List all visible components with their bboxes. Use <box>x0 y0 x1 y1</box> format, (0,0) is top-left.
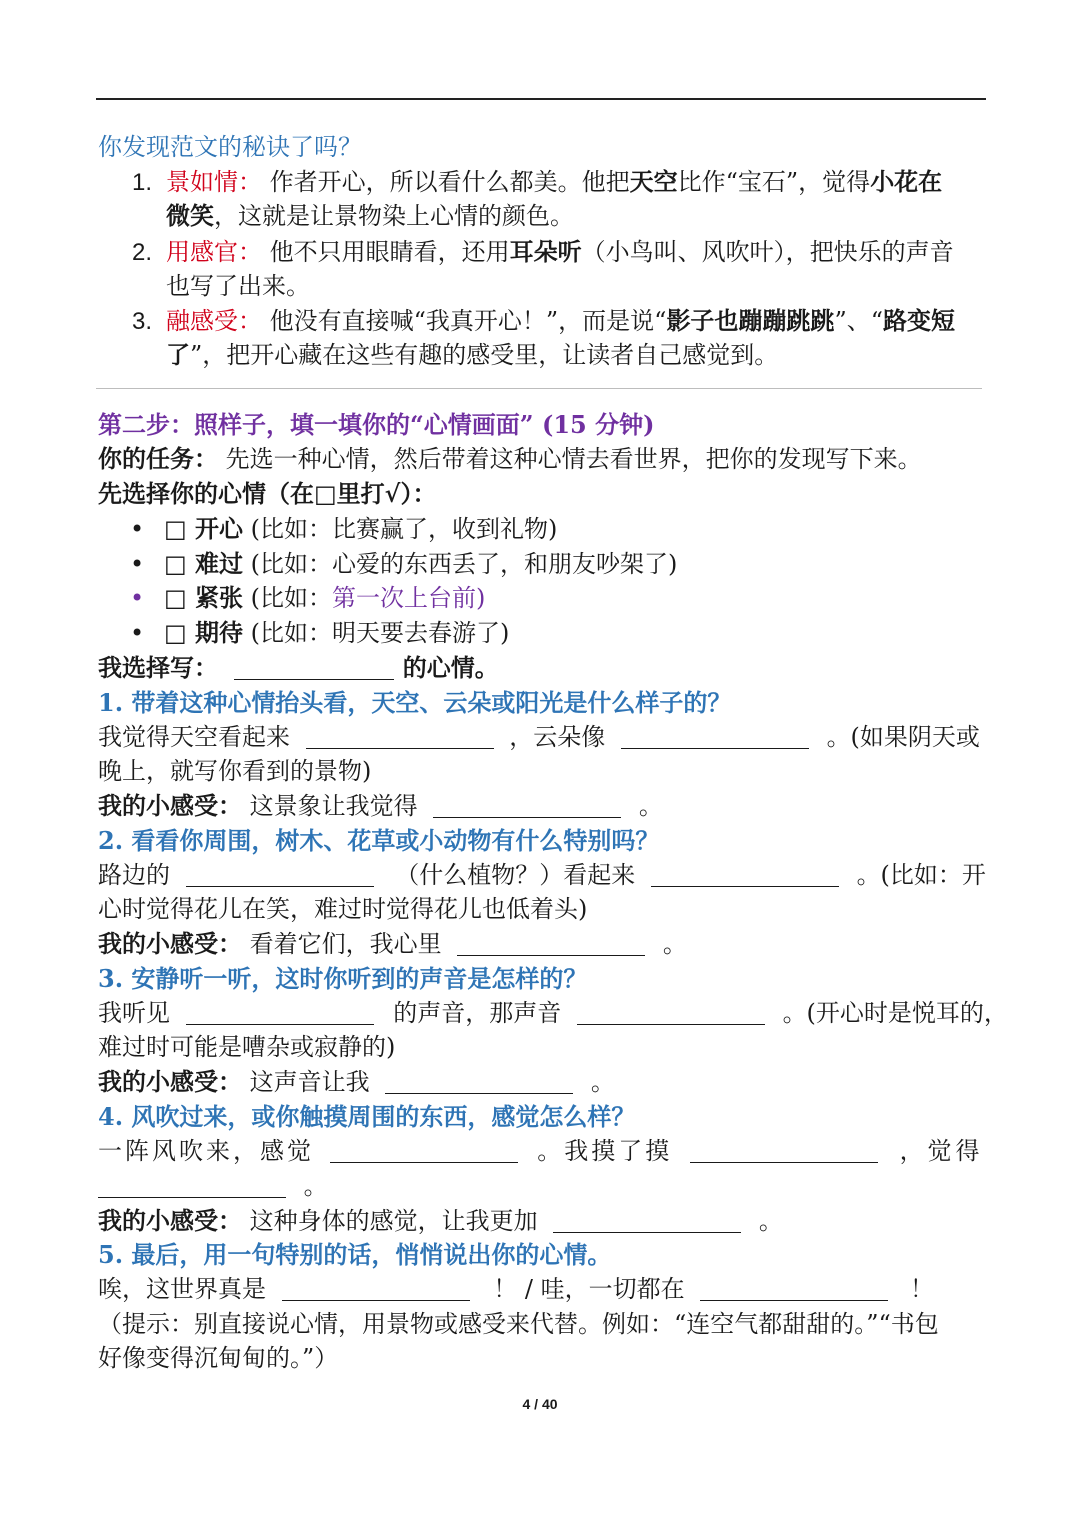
period: 。 <box>638 792 663 820</box>
page-number: 4 / 40 <box>522 1396 558 1412</box>
period: 。 <box>758 1207 783 1235</box>
q2-note: 心时觉得花儿在笑，难过时觉得花儿也低着头) <box>98 895 588 923</box>
secret-text: ，这就是让景物染上心情的颜色。 <box>214 202 574 230</box>
q3-text: 的声音，那声音 <box>393 999 562 1027</box>
q5-hint-cont: 好像变得沉甸甸的。”） <box>98 1344 339 1372</box>
mood-example: (比如：心爱的东西丢了，和朋友吵架了) <box>243 550 678 578</box>
secret-item-3-cont <box>166 338 778 372</box>
choose-mood-label: 先选择你的心情（在□里打√）： <box>98 479 437 508</box>
mood-checkbox[interactable]: □ 开心 <box>164 514 244 543</box>
mood-option-sad[interactable] <box>130 547 677 581</box>
q1-sky-blank[interactable] <box>306 724 494 749</box>
q2-plant-blank[interactable] <box>186 862 374 887</box>
feel-label: 我的小感受： <box>98 1206 242 1235</box>
q2-feel-text: 看着它们，我心里 <box>242 930 442 958</box>
secret-key-3: 融感受： <box>166 307 262 335</box>
q1-note: 晚上，就写你看到的景物) <box>98 757 372 785</box>
q4-wind-blank[interactable] <box>330 1138 518 1163</box>
task-text: 先选一种心情，然后带着这种心情去看世界，把你的发现写下来。 <box>218 445 922 473</box>
choose-write-label: 我选择写： <box>98 653 218 682</box>
q2-text: 。(比如：开 <box>856 861 986 889</box>
q5-all-blank[interactable] <box>700 1276 888 1301</box>
q4-feel-text: 这种身体的感觉，让我更加 <box>242 1207 538 1235</box>
q1-feel-line <box>98 789 663 823</box>
q3-note: 难过时可能是嘈杂或寂静的) <box>98 1033 396 1061</box>
q1-text: 我觉得天空看起来 <box>98 723 290 751</box>
mood-option-nervous[interactable] <box>130 581 485 615</box>
secret-item-2-cont: 也写了出来。 <box>166 272 310 300</box>
period: 。 <box>662 930 687 958</box>
q5-text: 唉，这世界真是 <box>98 1275 266 1303</box>
mood-option-happy[interactable] <box>130 512 557 546</box>
q3-line <box>98 996 1008 1030</box>
secret-bold: 耳朵听 <box>509 237 582 266</box>
secret-text: 作者开心，所以看什么都美。他把 <box>262 168 630 196</box>
secret-item-1-cont <box>166 199 574 233</box>
mood-blank[interactable] <box>234 655 394 680</box>
feel-label: 我的小感受： <box>98 929 242 958</box>
secret-text: ”、“ <box>834 307 883 335</box>
q4-text: ，觉得 <box>899 1137 984 1165</box>
q3-text: 。(开心时是悦耳的， <box>782 999 1008 1027</box>
secret-bold: 路变短 <box>882 306 955 335</box>
q5-text: ！ / 哇，一切都在 <box>493 1275 685 1303</box>
secret-text: 他没有直接喊“我真开心！”，而是说“ <box>262 307 667 335</box>
secret-text: ”，把开心藏在这些有趣的感受里，让读者自己感觉到。 <box>190 341 779 369</box>
secret-text: 比作“宝石”，觉得 <box>677 168 871 196</box>
top-divider <box>96 98 986 100</box>
step2-title: 第二步：照样子，填一填你的“心情画面” (15 分钟) <box>98 410 655 439</box>
q1-line <box>98 720 980 754</box>
bullet: • <box>130 550 145 578</box>
secret-item-1 <box>132 165 942 199</box>
mood-example-highlight: 第一次上台前) <box>332 584 486 612</box>
q4-line-cont <box>98 1169 328 1203</box>
q1-text: 。(如果阴天或 <box>826 723 980 751</box>
item-number: 1. <box>132 169 153 196</box>
secret-bold: 影子也蹦蹦跳跳 <box>666 306 835 335</box>
q1-title: 1. 带着这种心情抬头看，天空、云朵或阳光是什么样子的？ <box>98 688 732 717</box>
secret-bold: 天空 <box>629 167 678 196</box>
item-number: 3. <box>132 308 153 335</box>
choose-write-line <box>98 651 499 685</box>
secret-bold: 微笑 <box>166 201 214 230</box>
secret-bold: 小花在 <box>870 167 943 196</box>
period: 。 <box>303 1172 328 1200</box>
feel-label: 我的小感受： <box>98 1067 242 1096</box>
choose-write-suffix: 的心情。 <box>394 653 499 682</box>
q3-feel-line <box>98 1065 615 1099</box>
q3-sound-blank[interactable] <box>186 1000 374 1025</box>
q3-feel-text: 这声音让我 <box>242 1068 370 1096</box>
task-label: 你的任务： <box>98 444 218 473</box>
q4-feel-touch-blank[interactable] <box>98 1173 286 1198</box>
q3-feel-blank[interactable] <box>385 1069 573 1094</box>
q3-sound-desc-blank[interactable] <box>577 1000 765 1025</box>
q1-cloud-blank[interactable] <box>621 724 809 749</box>
mood-option-expect[interactable] <box>130 616 509 650</box>
q2-text: （什么植物？）看起来 <box>395 861 636 889</box>
secret-item-2 <box>132 235 954 269</box>
q5-title: 5. 最后，用一句特别的话，悄悄说出你的心情。 <box>98 1240 612 1269</box>
q4-line <box>98 1134 984 1168</box>
q2-feel-line <box>98 927 687 961</box>
bullet: • <box>130 584 145 612</box>
secret-item-3 <box>132 304 955 338</box>
secret-key-2: 用感官： <box>166 238 262 266</box>
mood-example: (比如：明天要去春游了) <box>243 619 510 647</box>
secret-text: （小鸟叫、风吹叶），把快乐的声音 <box>581 238 954 266</box>
q3-title: 3. 安静听一听，这时你听到的声音是怎样的？ <box>98 964 588 993</box>
q2-title: 2. 看看你周围，树木、花草或小动物有什么特别吗？ <box>98 826 660 855</box>
q4-feel-line <box>98 1204 783 1238</box>
q2-feel-blank[interactable] <box>457 931 645 956</box>
bullet: • <box>130 619 145 647</box>
item-number: 2. <box>132 239 153 266</box>
feel-label: 我的小感受： <box>98 791 242 820</box>
task-line <box>98 442 922 476</box>
mood-example: (比如： <box>243 584 333 612</box>
q2-text: 路边的 <box>98 861 170 889</box>
bullet: • <box>130 515 145 543</box>
q4-text: 。我摸了摸 <box>537 1137 673 1165</box>
q5-hint: （提示：别直接说心情，用景物或感受来代替。例如：“连空气都甜甜的。”“书包 <box>98 1310 939 1338</box>
q4-title: 4. 风吹过来，或你触摸周围的东西，感觉怎么样？ <box>98 1102 636 1131</box>
q4-touch-blank[interactable] <box>690 1138 878 1163</box>
q2-line <box>98 858 986 892</box>
q1-feel-text: 这景象让我觉得 <box>242 792 418 820</box>
q5-text: ！ <box>909 1275 934 1303</box>
q4-text: 一阵风吹来，感觉 <box>98 1137 314 1165</box>
mood-checkbox[interactable]: □ 期待 <box>164 618 244 647</box>
q1-text: ，云朵像 <box>509 723 606 751</box>
mood-example: (比如：比赛赢了，收到礼物) <box>243 515 558 543</box>
secret-heading: 你发现范文的秘诀了吗？ <box>98 133 362 161</box>
secret-text: 他不只用眼睛看，还用 <box>262 238 510 266</box>
mood-checkbox[interactable]: □ 紧张 <box>164 583 244 612</box>
secret-key-1: 景如情： <box>166 168 262 196</box>
section-divider <box>96 388 982 389</box>
secret-bold: 了 <box>166 340 190 369</box>
q2-look-blank[interactable] <box>651 862 839 887</box>
mood-checkbox[interactable]: □ 难过 <box>164 549 244 578</box>
q3-text: 我听见 <box>98 999 170 1027</box>
q1-feel-blank[interactable] <box>433 793 621 818</box>
q4-feel-blank[interactable] <box>553 1208 741 1233</box>
q5-world-blank[interactable] <box>282 1276 470 1301</box>
period: 。 <box>590 1068 615 1096</box>
q5-line <box>98 1272 934 1306</box>
